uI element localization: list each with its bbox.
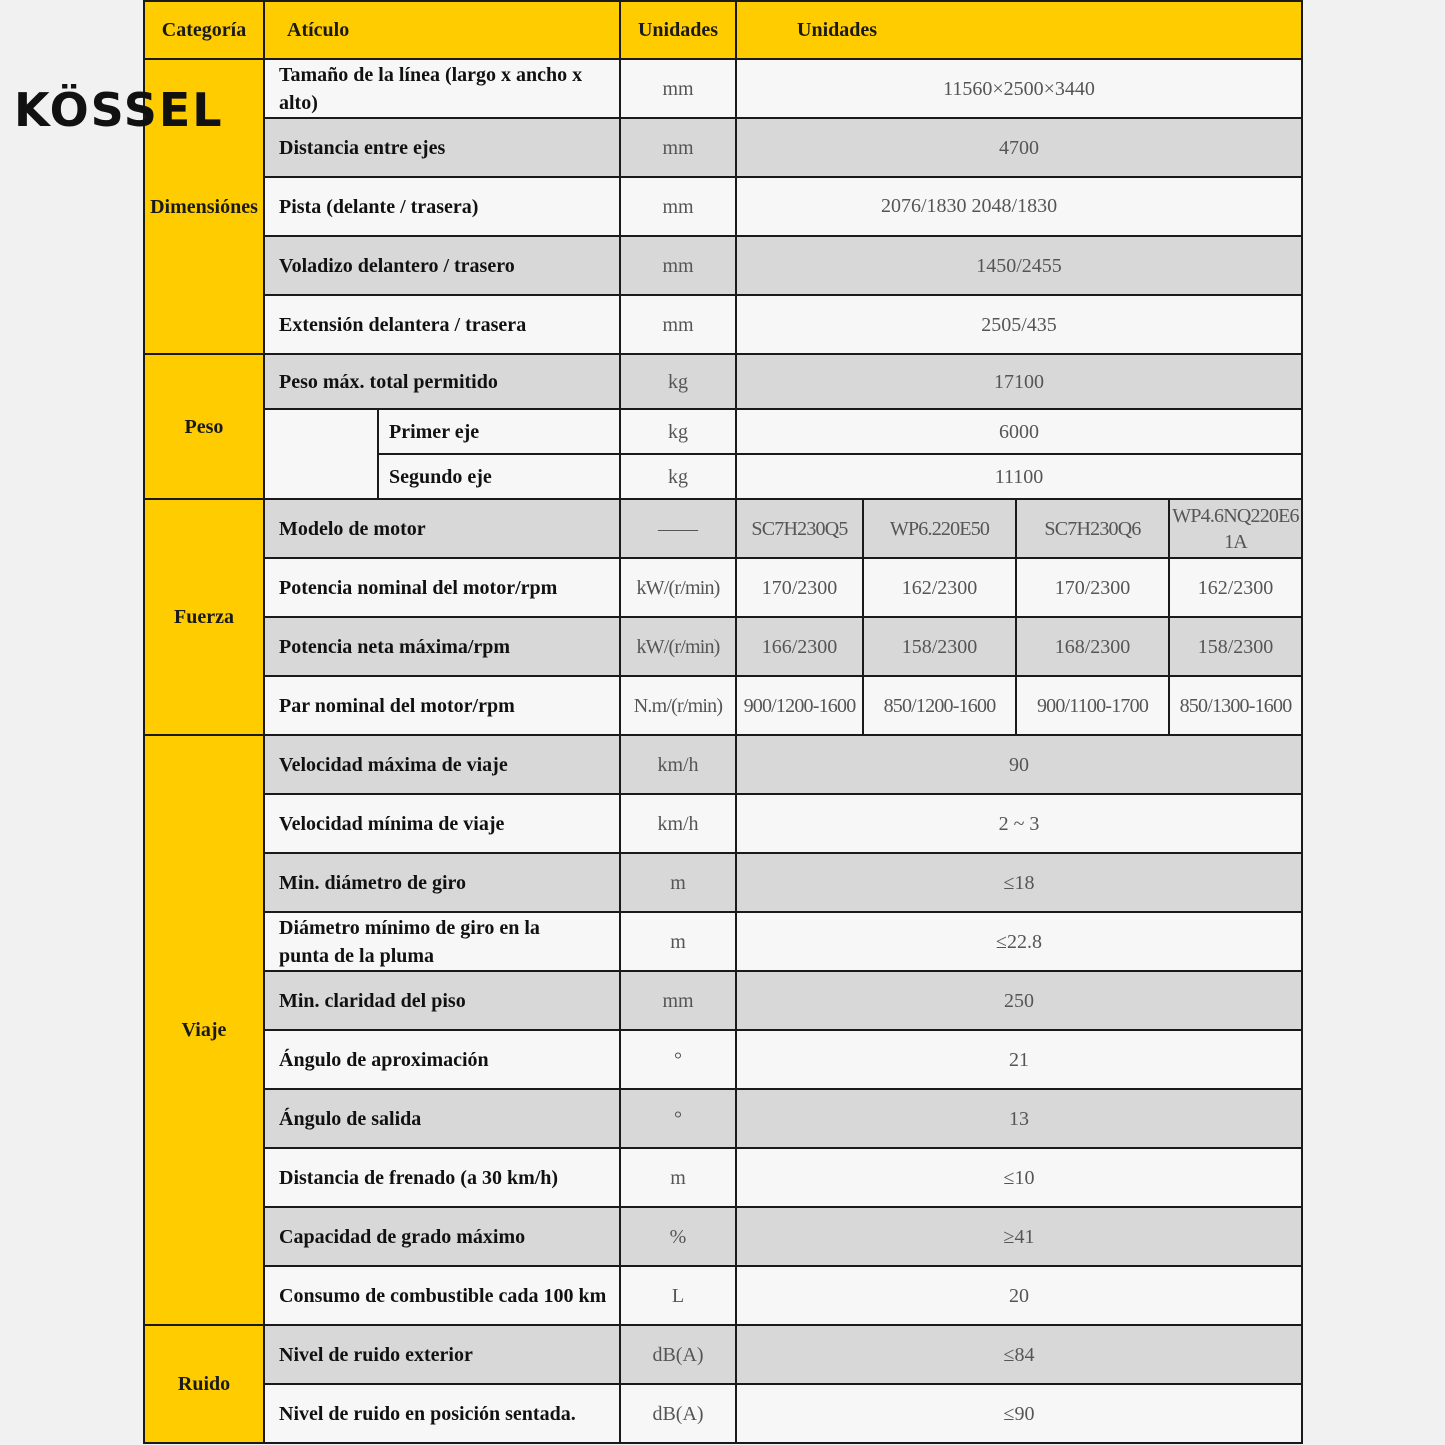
row-item: Peso máx. total permitido: [264, 354, 620, 409]
row-item: Primer eje: [378, 409, 620, 454]
engine-model: WP4.6NQ220E61A: [1169, 499, 1302, 558]
row-value: 90: [736, 735, 1302, 794]
row-unit: mm: [620, 295, 736, 354]
category-ruido: Ruido: [144, 1325, 264, 1443]
row-unit: ——: [620, 499, 736, 558]
table-row: [144, 295, 1302, 354]
row-value: 900/1100-1700: [1016, 676, 1169, 735]
table-row: [144, 1148, 1302, 1207]
blank-cell: [264, 409, 378, 499]
row-unit: kg: [620, 409, 736, 454]
header-article: Atículo: [264, 1, 620, 59]
table-row: [144, 409, 1302, 454]
row-unit: L: [620, 1266, 736, 1325]
table-row: [144, 236, 1302, 295]
table-row: [144, 499, 1302, 558]
row-value: ≤84: [736, 1325, 1302, 1384]
row-unit: mm: [620, 177, 736, 236]
table-row: [144, 1207, 1302, 1266]
kossel-logo: [14, 84, 244, 134]
row-item: Pista (delante / trasera): [264, 177, 620, 236]
row-item: Distancia de frenado (a 30 km/h): [264, 1148, 620, 1207]
row-value: 850/1200-1600: [863, 676, 1016, 735]
table-row: [144, 617, 1302, 676]
row-value: ≥41: [736, 1207, 1302, 1266]
row-value: 158/2300: [1169, 617, 1302, 676]
row-unit: mm: [620, 236, 736, 295]
category-fuerza: Fuerza: [144, 499, 264, 735]
row-item: Min. claridad del piso: [264, 971, 620, 1030]
row-unit: kW/(r/min): [620, 558, 736, 617]
row-item: Par nominal del motor/rpm: [264, 676, 620, 735]
row-unit: N.m/(r/min): [620, 676, 736, 735]
row-value: 11560×2500×3440: [736, 59, 1302, 118]
engine-model: SC7H230Q6: [1016, 499, 1169, 558]
table-row: [144, 1384, 1302, 1443]
row-item: Velocidad máxima de viaje: [264, 735, 620, 794]
row-value: 168/2300: [1016, 617, 1169, 676]
row-value: 250: [736, 971, 1302, 1030]
spec-table: [143, 0, 1303, 1444]
row-value: 158/2300: [863, 617, 1016, 676]
row-value: 850/1300-1600: [1169, 676, 1302, 735]
row-value: 2505/435: [736, 295, 1302, 354]
row-value: 2 ~ 3: [736, 794, 1302, 853]
row-value: 166/2300: [736, 617, 863, 676]
row-unit: kg: [620, 454, 736, 499]
row-value: 170/2300: [736, 558, 863, 617]
row-value: ≤90: [736, 1384, 1302, 1443]
row-item: Ángulo de aproximación: [264, 1030, 620, 1089]
table-row: [144, 676, 1302, 735]
row-item: Tamaño de la línea (largo x ancho x alto): [264, 59, 620, 118]
header-values: Unidades: [736, 1, 1302, 59]
table-row: [144, 118, 1302, 177]
row-item: Extensión delantera / trasera: [264, 295, 620, 354]
row-unit: m: [620, 912, 736, 971]
logo-text: KÖSSEL: [14, 84, 224, 134]
row-unit: kg: [620, 354, 736, 409]
row-value: 20: [736, 1266, 1302, 1325]
row-unit: kW/(r/min): [620, 617, 736, 676]
row-item: Capacidad de grado máximo: [264, 1207, 620, 1266]
table-row: [144, 1266, 1302, 1325]
category-dimensiones: Dimensiónes: [144, 59, 264, 354]
row-unit: %: [620, 1207, 736, 1266]
row-unit: m: [620, 1148, 736, 1207]
row-unit: °: [620, 1030, 736, 1089]
engine-model: SC7H230Q5: [736, 499, 863, 558]
row-item: Nivel de ruido exterior: [264, 1325, 620, 1384]
table-row: [144, 177, 1302, 236]
row-value: 2076/1830 2048/1830: [736, 177, 1302, 236]
header-row: [144, 1, 1302, 59]
row-unit: mm: [620, 59, 736, 118]
table-row: [144, 971, 1302, 1030]
table-row: [144, 735, 1302, 794]
row-item: Nivel de ruido en posición sentada.: [264, 1384, 620, 1443]
row-item: Segundo eje: [378, 454, 620, 499]
engine-model: WP6.220E50: [863, 499, 1016, 558]
row-value: 21: [736, 1030, 1302, 1089]
category-viaje: Viaje: [144, 735, 264, 1325]
row-value: 170/2300: [1016, 558, 1169, 617]
row-unit: m: [620, 853, 736, 912]
table-row: [144, 558, 1302, 617]
row-unit: dB(A): [620, 1325, 736, 1384]
row-value: 4700: [736, 118, 1302, 177]
row-unit: °: [620, 1089, 736, 1148]
row-value: 1450/2455: [736, 236, 1302, 295]
row-value: 13: [736, 1089, 1302, 1148]
row-value: 17100: [736, 354, 1302, 409]
table-row: [144, 1325, 1302, 1384]
row-item: Voladizo delantero / trasero: [264, 236, 620, 295]
table-row: [144, 59, 1302, 118]
header-units: Unidades: [620, 1, 736, 59]
row-value: ≤18: [736, 853, 1302, 912]
row-item: Diámetro mínimo de giro en la punta de la pluma: [264, 912, 620, 971]
row-item: Min. diámetro de giro: [264, 853, 620, 912]
table-row: [144, 794, 1302, 853]
row-item: Modelo de motor: [264, 499, 620, 558]
table-row: [144, 912, 1302, 971]
table-row: [144, 853, 1302, 912]
row-value: ≤22.8: [736, 912, 1302, 971]
row-unit: km/h: [620, 735, 736, 794]
row-value: 162/2300: [1169, 558, 1302, 617]
row-item: Velocidad mínima de viaje: [264, 794, 620, 853]
row-item: Ángulo de salida: [264, 1089, 620, 1148]
row-item: Potencia nominal del motor/rpm: [264, 558, 620, 617]
row-unit: mm: [620, 118, 736, 177]
category-peso: Peso: [144, 354, 264, 499]
row-value: 11100: [736, 454, 1302, 499]
row-value: ≤10: [736, 1148, 1302, 1207]
row-value: 162/2300: [863, 558, 1016, 617]
table-row: [144, 1089, 1302, 1148]
row-item: Distancia entre ejes: [264, 118, 620, 177]
row-value: 6000: [736, 409, 1302, 454]
row-unit: km/h: [620, 794, 736, 853]
table-row: [144, 354, 1302, 409]
row-value: 900/1200-1600: [736, 676, 863, 735]
row-unit: mm: [620, 971, 736, 1030]
row-item: Consumo de combustible cada 100 km: [264, 1266, 620, 1325]
row-unit: dB(A): [620, 1384, 736, 1443]
header-category: Categoría: [144, 1, 264, 59]
table-row: [144, 1030, 1302, 1089]
row-item: Potencia neta máxima/rpm: [264, 617, 620, 676]
